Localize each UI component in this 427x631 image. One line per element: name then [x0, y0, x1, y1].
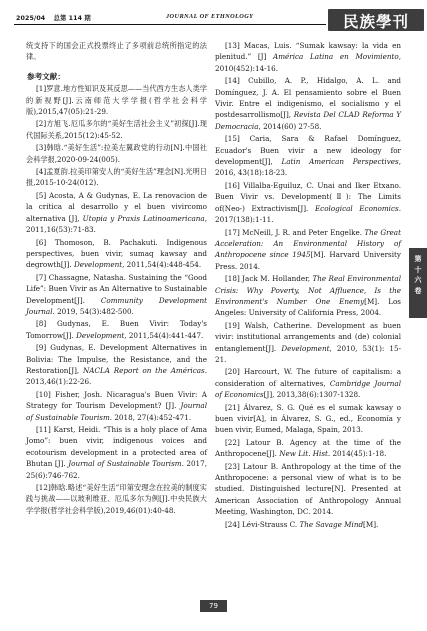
reference-entry	[215, 402, 401, 436]
reference-text: [18] Jack M. Hollander,	[225, 274, 313, 284]
reference-text: [9] Gudynas, E. Development Alternatives in Bolivia: The Impulse, the Resistance, and the Restoration[J],	[26, 343, 207, 375]
journal-name: JOURNAL OF ETHNOLOGY	[166, 13, 254, 20]
volume-label-char: 卷	[414, 285, 422, 295]
volume-side-tab	[409, 248, 427, 318]
reference-source-title: Cambridge Journal of Economics	[215, 378, 401, 400]
reference-details: , 2010, 53(1): 15-21.	[215, 343, 401, 364]
reference-text: [16] Villalba-Eguiluz, C. Unai and Iker Etxano. Buen Vivir vs. Development(Ⅱ): The Limits of(Neo-) Extractivism[J].	[215, 180, 401, 213]
reference-details: . 2014(45):1-18.	[327, 449, 387, 459]
reference-entry	[26, 83, 207, 117]
reference-text: [11] Karst, Heidi. “This is a holy place of Ama Jomo”: buen vivir, indigenous voices and ecotourism development in a protected area of Bhutan [J].	[26, 425, 207, 469]
reference-entry	[215, 273, 401, 319]
volume-label	[409, 254, 427, 296]
reference-source-title: Journal of Sustainable Tourism	[26, 401, 207, 422]
reference-source-title: Utopia y Praxis Latinoamericana	[82, 213, 205, 223]
reference-source-title: Revista Del CLAD Reforma Y Democracia	[215, 110, 402, 131]
reference-text: [17] McNeill, J. R. and Peter Engelke.	[225, 227, 365, 237]
reference-entry	[26, 424, 207, 481]
reference-details: , 2014(60) 27-58.	[258, 121, 322, 131]
reference-list-left	[26, 83, 207, 516]
volume-label-char: 十	[414, 264, 422, 274]
issue-info	[16, 13, 97, 22]
reference-details: . 2013,46(1):22-26.	[26, 365, 207, 387]
reference-details: [J], 2013,38(6):1307-1328.	[263, 390, 361, 400]
reference-source-title: Latin American Perspectives	[281, 157, 399, 167]
reference-entry	[215, 320, 401, 366]
reference-entry	[215, 461, 401, 518]
reference-details: [M]. Harvard University Press. 2014.	[215, 250, 401, 271]
reference-text: [20] Harcourt, W. The future of capitalism: a consideration of alternatives,	[215, 367, 401, 388]
reference-source-title: Community Development Journal	[26, 295, 207, 316]
reference-text: [8] Gudynas, E. Buen Vivir: Today's Tomorrow[J].	[26, 319, 207, 340]
reference-entry	[215, 40, 401, 74]
reference-source-title: Development	[76, 330, 125, 340]
reference-text: [5] Acosta, A & Gudynas, E. La renovacion de la critica al desarrollo y el buen vivircomo alternativa [J],	[26, 190, 207, 223]
reference-text: [13] Macas, Luis. “Sumak kawsay: la vida en plenitud.” [J]	[215, 41, 401, 62]
reference-text: [7] Chassagne, Natasha. Sustaining the “Good Life”: Buen Vivir as An Alternative to Sustainable Development[J].	[26, 272, 207, 305]
reference-text: [19] Walsh, Catherine. Development as buen vivir: institutional arrangements and (de) colonial entanglement[J].	[215, 320, 401, 353]
reference-details: , 2011,16(53):71-83.	[26, 213, 207, 235]
journal-logo	[328, 9, 424, 31]
reference-source-title: The Real Environmental Crisis: Why Poverty, Not Affluence, Is the Environment's Number One Enemy	[215, 274, 402, 306]
reference-text: [14] Cubillo, A. P., Hidalgo, A. L. and Domínguez, J. A. El pensamiento sobre el Buen Vivir. Entre el indigenismo, el socialismo y el postdesarrollismo[J],	[215, 76, 401, 120]
reference-entry	[215, 133, 401, 179]
reference-source-title: Journal of Sustainable Tourism	[68, 459, 182, 469]
journal-logo-text: 民族學刊	[342, 12, 409, 31]
reference-details: , 2011,54(4):448-454.	[122, 260, 202, 270]
reference-source-title: The Great Acceleration: An Environmental History of Anthropocene since 1945	[215, 227, 401, 260]
reference-details: , 2011,54(4):441-447.	[124, 330, 204, 340]
reference-entry	[26, 318, 207, 341]
reference-entry	[26, 190, 207, 236]
reference-text: [23] Latour B. Anthropology at the time of the Anthropocene: a personal view of what is to be studied. Distinguished lecture[N]. Presented at American Association of Anthropology Annual Meeting, Washington, DC. 2014.	[215, 461, 401, 517]
reference-entry	[26, 142, 207, 165]
reference-text: [15] Caria, Sara & Rafael Domínguez, Ecuador's Buen vivir a new ideology for development[J],	[215, 134, 401, 167]
reference-text: [3]韩晗.“美好生活”:拉美左翼政党的行动[N].中国社会科学报,2020-09-24(005).	[26, 143, 207, 164]
volume-label-char: 六	[414, 275, 422, 284]
reference-source-title: The Savage Mind	[299, 519, 364, 529]
reference-source-title: New Lit. Hist	[279, 449, 328, 459]
reference-entry	[26, 482, 207, 516]
reference-entry	[215, 75, 401, 132]
reference-text: [6] Thomoson, B. Pachakuti. Indigenous perspectives, buen vivir, sumaq kawsay and degrowth[J].	[26, 237, 207, 270]
header-rule	[14, 24, 326, 25]
reference-details: . 2019, 54(3):482-500.	[52, 306, 134, 316]
reference-entry	[26, 118, 207, 141]
reference-details: , 2016, 43(18):18-23.	[215, 157, 401, 178]
volume-label-char: 第	[414, 254, 422, 263]
reference-text: [12]韩晗.略述“美好生活”印第安理念在拉美的制度实践与挑战——以玻利维亚、厄瓜多尔为例[J].中央民族大学学报(哲学社会科学版),2019,46(01):40-48.	[26, 483, 207, 515]
reference-entry	[26, 272, 207, 318]
right-column	[215, 40, 401, 531]
reference-source-title: Development	[73, 260, 123, 270]
reference-text: [2]方旭飞.厄瓜多尔的“美好生活社会主义”初探[J].现代国际关系,2015(12):45-52.	[26, 119, 207, 140]
reference-details: , 2010(452):14-16.	[215, 52, 401, 73]
reference-entry	[215, 519, 401, 530]
reference-entry	[215, 366, 401, 400]
reference-text: [24] Lévi-Strauss C.	[225, 519, 300, 529]
reference-entry	[26, 342, 207, 388]
reference-text: [22] Latour B. Agency at the time of the Anthropocene[J].	[215, 437, 401, 459]
reference-text: [10] Fisher, Josh. Nicaragua's Buen Vivir: A Strategy for Tourism Development? [J].	[26, 389, 207, 411]
reference-entry	[26, 166, 207, 189]
reference-details: . 2017, 25(6):746-762.	[26, 459, 207, 480]
references-heading: 参考文献：	[27, 71, 65, 81]
reference-source-title: América Latina en Movimiento	[273, 52, 399, 62]
reference-source-title: Ecological Economics	[314, 203, 399, 213]
reference-text: [21] Álvarez, S. G. Qué es el sumak kawsay o buen vivir[A], in Álvarez, S. G., ed., Economía y buen vivir, Eumed, Malaga, Spain, 2013.	[215, 402, 401, 435]
reference-details: [M].	[363, 519, 379, 529]
left-column	[26, 40, 207, 517]
reference-list-right	[215, 40, 401, 530]
reference-entry	[26, 237, 207, 271]
reference-entry	[215, 180, 401, 226]
reference-text: [4]孟夏韵.拉美印第安人的“美好生活”理念[N].光明日报,2015-10-24(012).	[26, 167, 207, 188]
reference-text: [1]罗意.地方性知识及其反思——当代西方生态人类学的新视野[J].云南师范大学学报(哲学社会科学版),2015,47(05):21-29.	[26, 84, 207, 117]
reference-entry	[215, 437, 401, 460]
reference-source-title: Development	[281, 343, 330, 353]
total-issue: 总第 114 期	[53, 15, 91, 22]
page-number: 79	[200, 600, 227, 612]
issue-number: 2025/04	[16, 15, 46, 22]
reference-details: . 2018, 27(4):452-471.	[109, 412, 192, 422]
reference-entry	[215, 227, 401, 273]
body-text-end: 统支持下的国会正式投票终止了多项前总统所指定的法律。	[26, 41, 207, 62]
reference-details: [M]. Los Angeles: University of California Press, 2004.	[215, 296, 401, 318]
reference-entry	[26, 389, 207, 423]
reference-source-title: NACLA Report on the Américas	[83, 365, 205, 375]
running-header	[14, 9, 414, 33]
reference-details: . 2017(138):1-11.	[215, 203, 401, 225]
